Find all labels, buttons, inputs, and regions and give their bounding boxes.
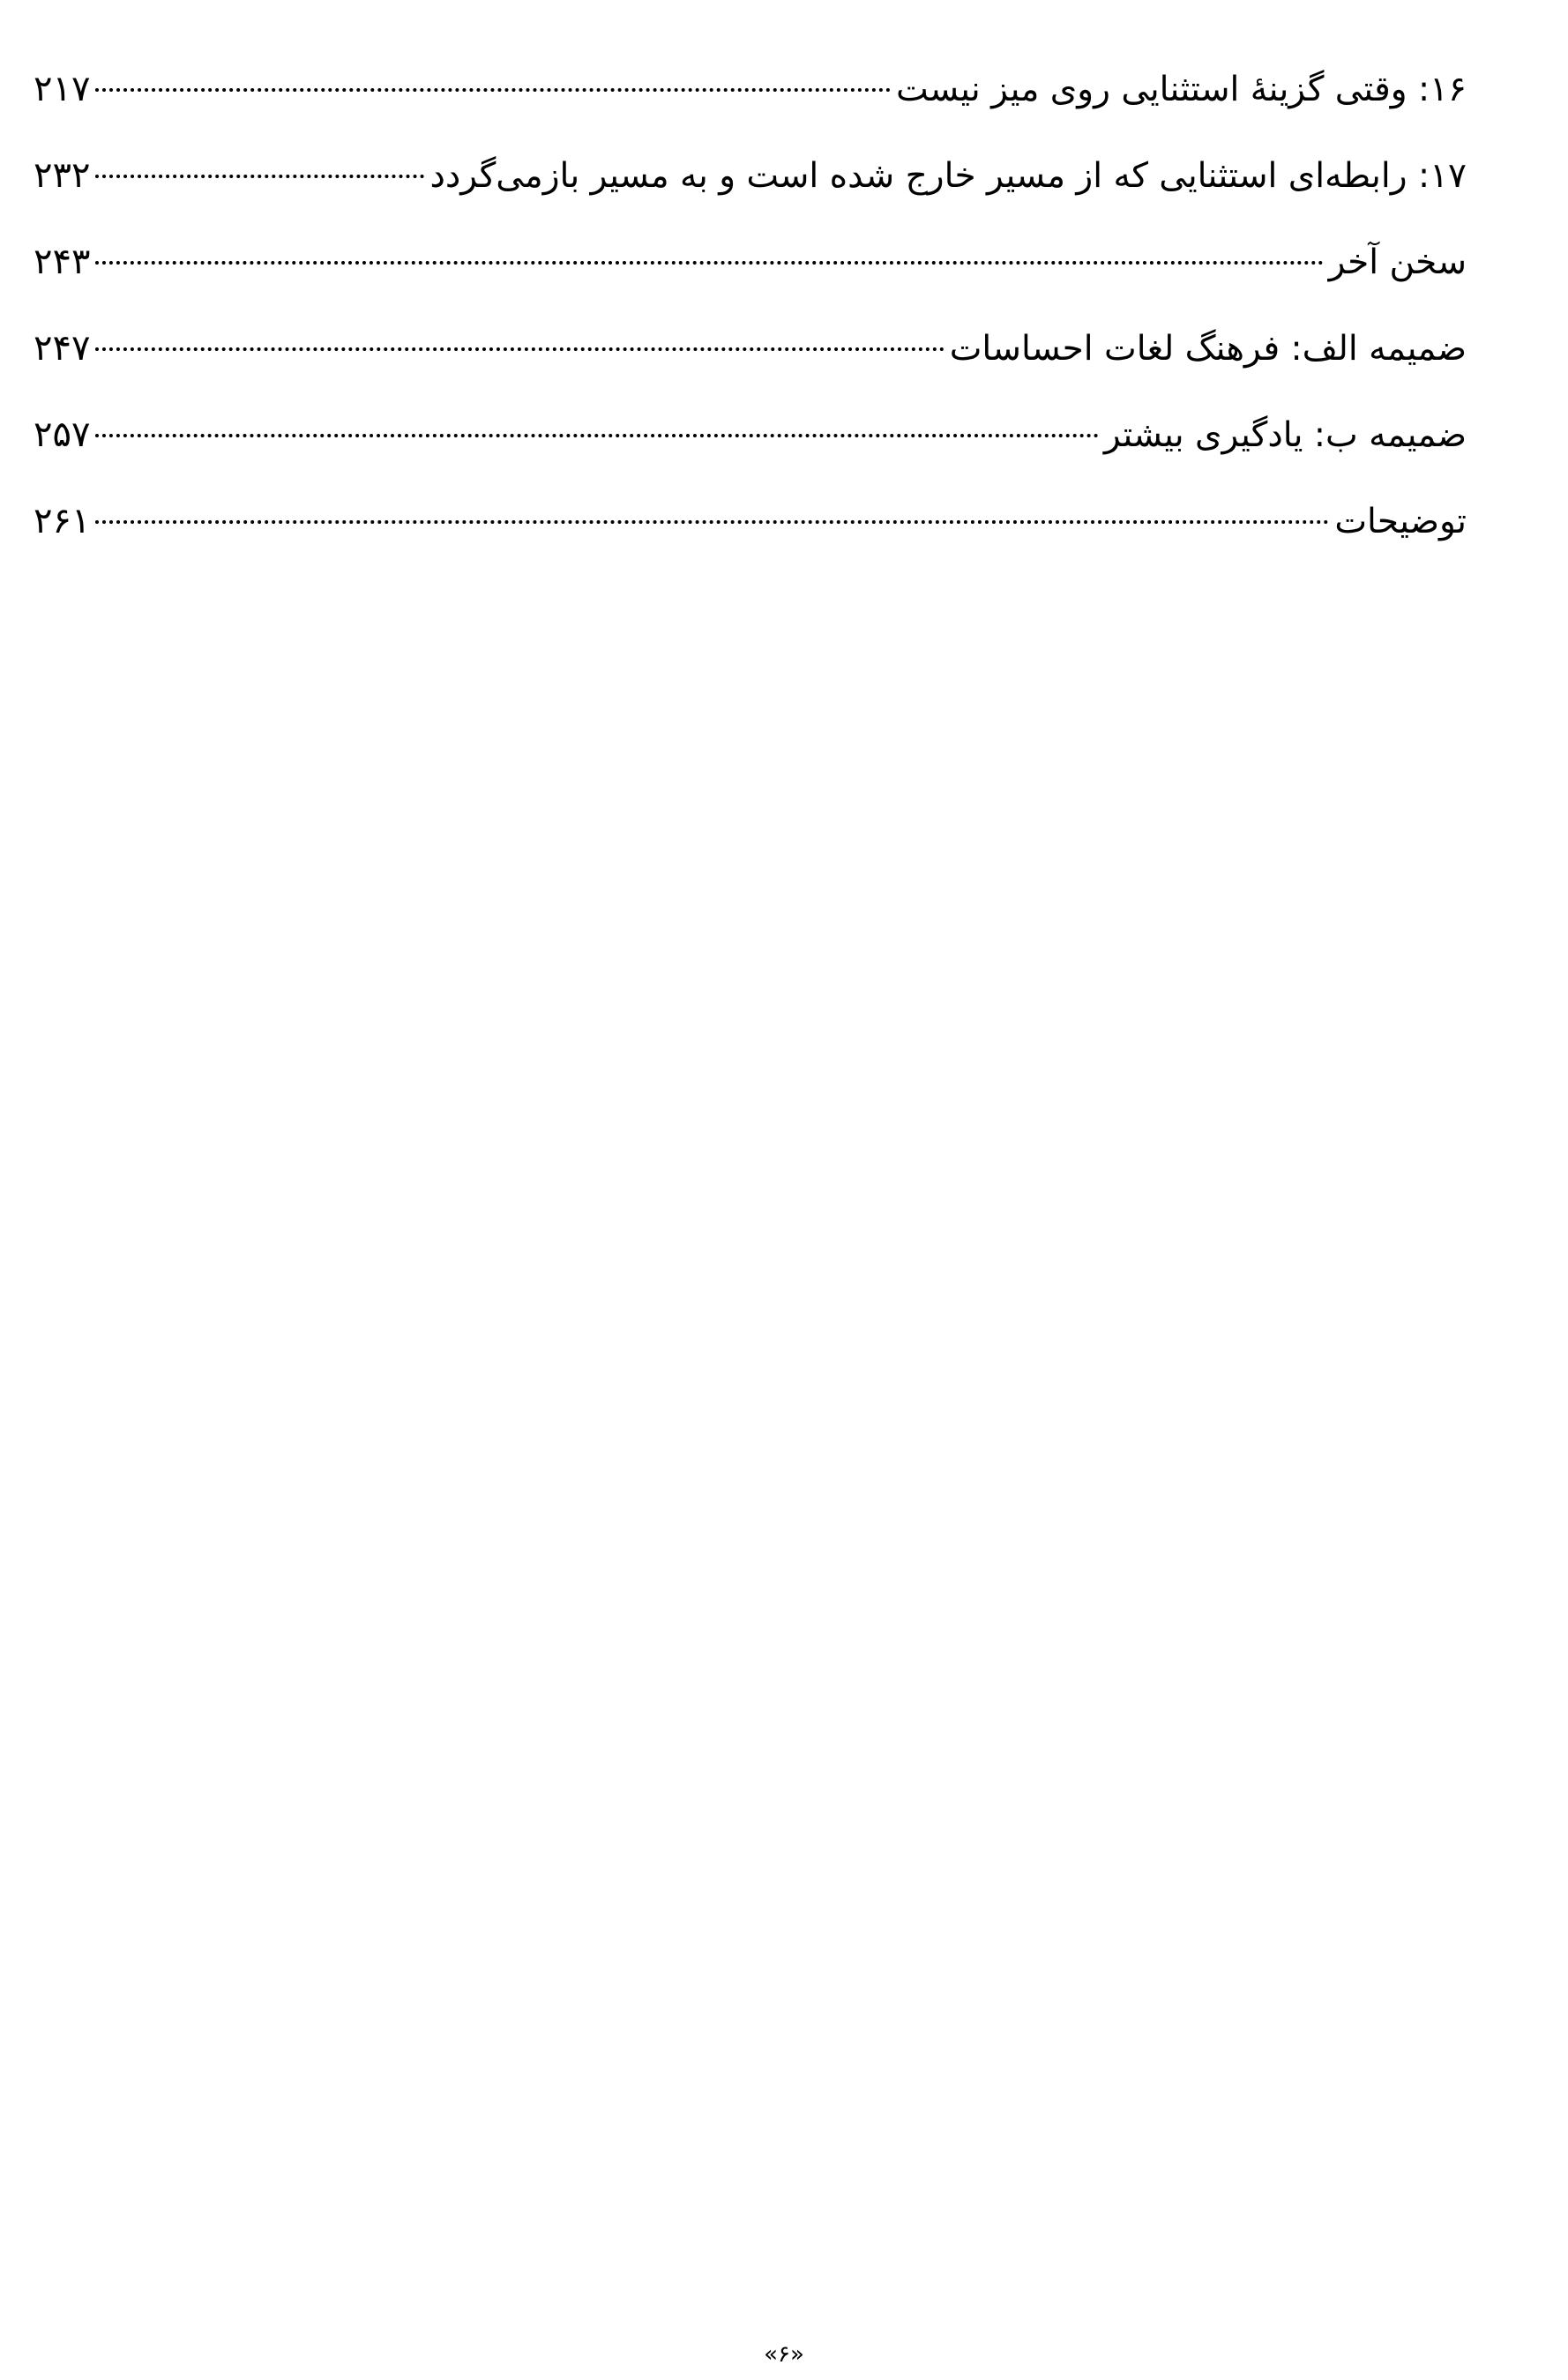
toc-entry-title: ۱۶: وقتی گزینهٔ استثنایی روی میز نیست bbox=[896, 70, 1467, 109]
toc-entry bbox=[34, 305, 1467, 392]
table-of-contents bbox=[34, 46, 1467, 564]
toc-entry-page: ۲۳۲ bbox=[34, 155, 91, 196]
toc-dot-leader bbox=[95, 520, 1329, 524]
toc-dot-leader bbox=[95, 88, 891, 92]
toc-dot-leader bbox=[95, 175, 424, 178]
toc-entry bbox=[34, 478, 1467, 564]
toc-entry-page: ۲۴۷ bbox=[34, 328, 91, 369]
toc-entry bbox=[34, 392, 1467, 478]
page-number: «۶» bbox=[764, 2341, 804, 2368]
toc-entry-page: ۲۵۷ bbox=[34, 414, 91, 455]
toc-entry-page: ۲۴۳ bbox=[34, 242, 91, 282]
toc-entry bbox=[34, 46, 1467, 132]
toc-dot-leader bbox=[95, 261, 1323, 265]
toc-entry-title: سخن آخر bbox=[1328, 242, 1467, 282]
toc-entry bbox=[34, 219, 1467, 305]
toc-entry-page: ۲۱۷ bbox=[34, 69, 91, 109]
toc-dot-leader bbox=[95, 434, 1098, 437]
toc-entry-title: ۱۷: رابطه‌ای استثنایی که از مسیر خارج شده است و به مسیر بازمی‌گردد bbox=[429, 156, 1467, 196]
toc-entry bbox=[34, 132, 1467, 219]
toc-entry-title: توضیحات bbox=[1334, 502, 1467, 541]
toc-entry-title: ضمیمه الف: فرهنگ لغات احساسات bbox=[949, 329, 1467, 369]
toc-entry-page: ۲۶۱ bbox=[34, 501, 91, 541]
toc-dot-leader bbox=[95, 347, 944, 351]
toc-entry-title: ضمیمه ب: یادگیری بیشتر bbox=[1103, 415, 1467, 455]
